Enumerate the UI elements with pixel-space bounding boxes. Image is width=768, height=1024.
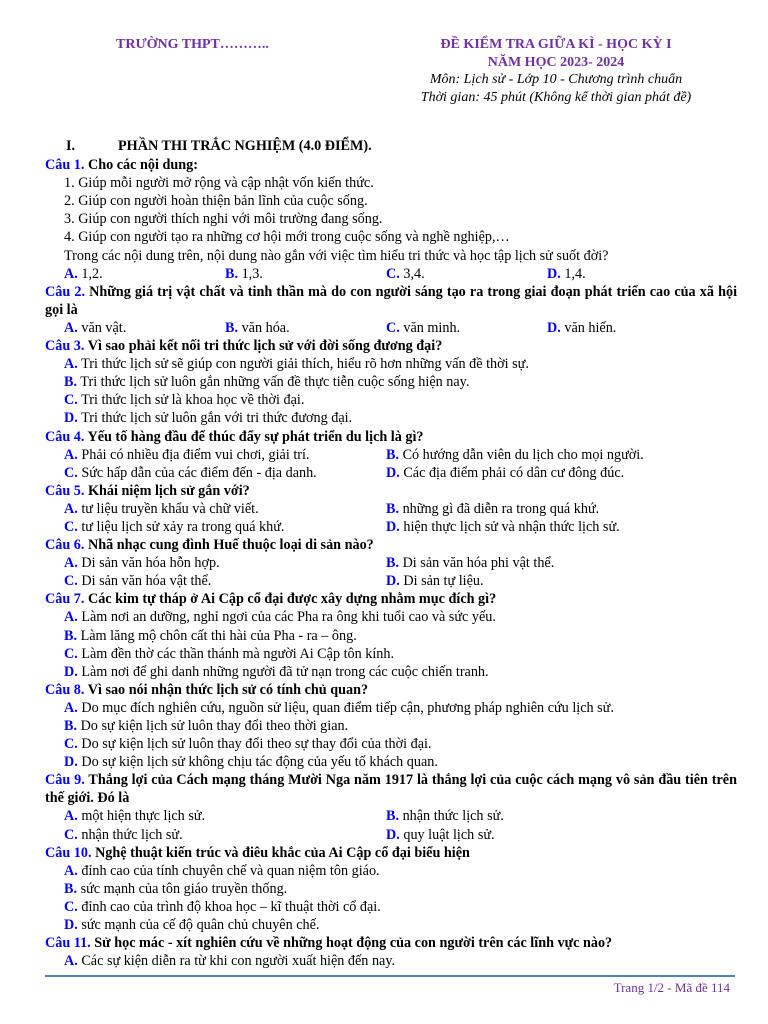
answer-option-a[interactable]: A. văn vật.: [64, 319, 127, 336]
content-item: Trong các nội dung trên, nội dung nào gắn với việc tìm hiểu tri thức và học tập lịch sử suốt đời?: [64, 247, 609, 264]
answer-row: [45, 500, 737, 518]
answer-row: [45, 554, 737, 572]
section-number: I.: [66, 138, 76, 154]
answer-row: [45, 319, 737, 337]
question-label: Câu 6.: [45, 537, 85, 554]
answer-option-a[interactable]: A. Phải có nhiều địa điểm vui chơi, giải trí.: [64, 446, 310, 463]
answer-option-d[interactable]: D. Do sự kiện lịch sử không chịu tác động của yếu tố khách quan.: [64, 754, 438, 771]
question-stem: [45, 156, 737, 174]
answer-option-a[interactable]: A. Làm nơi an dưỡng, nghỉ ngơi của các Pha ra ông khi tuổi cao và sức yếu.: [64, 609, 496, 626]
answer-option-b[interactable]: B. 1,3.: [225, 265, 263, 282]
question-1: [45, 156, 737, 283]
question-8: [45, 681, 737, 771]
question-text: Khái niệm lịch sử gắn với?: [84, 482, 250, 499]
answer-option-d[interactable]: D. Tri thức lịch sử luôn gắn với tri thức đương đại.: [64, 410, 353, 427]
answer-option-d[interactable]: D. Làm nơi để ghi danh những người đã tử nạn trong các cuộc chiến tranh.: [64, 663, 489, 680]
question-text: Nhã nhạc cung đình Huế thuộc loại di sản nào?: [84, 537, 374, 554]
answer-option-a[interactable]: A. Tri thức lịch sử sẽ giúp con người giải thích, hiểu rõ hơn những vấn đề thời sự.: [64, 356, 529, 373]
answer-option-d[interactable]: D. sức mạnh của cế độ quân chủ chuyên chế.: [64, 917, 320, 934]
question-text: Các kim tự tháp ở Ai Cập cổ đại được xây dựng nhằm mục đích gì?: [84, 591, 497, 608]
question-stem: [45, 536, 737, 554]
answer-option-a[interactable]: A. tư liệu truyền khẩu và chữ viết.: [64, 500, 259, 517]
answer-option-d[interactable]: D. 1,4.: [547, 265, 586, 282]
answer-option-c[interactable]: C. 3,4.: [386, 265, 425, 282]
question-6: [45, 536, 737, 590]
answer-option-b[interactable]: B. Có hướng dẫn viên du lịch cho mọi người.: [386, 446, 644, 463]
question-label: Câu 5.: [45, 482, 85, 499]
question-4: [45, 428, 737, 482]
answer-row: [45, 826, 737, 844]
page-footer: Trang 1/2 - Mã đề 114: [613, 980, 730, 995]
question-label: Câu 2.: [45, 283, 86, 300]
answer-option-b[interactable]: B. những gì đã diễn ra trong quá khứ.: [386, 500, 600, 517]
question-stem: [45, 590, 737, 608]
section-title: PHẦN THI TRẮC NGHIỆM (4.0 ĐIỂM).: [118, 138, 372, 154]
question-text: Thắng lợi của Cách mạng tháng Mười Nga năm 1917 là thắng lợi của cuộc cách mạng vô sản đầu tiên trên thế giới. Đó là: [45, 772, 737, 807]
question-stem: [45, 844, 737, 862]
answer-option-c[interactable]: C. đỉnh cao của trình độ khoa học – kĩ thuật thời cổ đại.: [64, 898, 381, 915]
answer-row: [45, 807, 737, 825]
question-stem: [45, 681, 737, 699]
content-item: 3. Giúp con người thích nghi với môi trường đang sống.: [64, 211, 383, 228]
answer-option-c[interactable]: C. Sức hấp dẫn của các điểm đến - địa danh.: [64, 464, 317, 481]
question-label: Câu 11.: [45, 935, 91, 952]
question-label: Câu 4.: [45, 428, 85, 445]
question-stem: [45, 771, 737, 807]
question-9: [45, 771, 737, 843]
question-text: Yếu tố hàng đầu để thúc đẩy sự phát triển du lịch là gì?: [84, 428, 424, 445]
question-2: [45, 283, 737, 337]
question-10: [45, 844, 737, 934]
question-label: Câu 9.: [45, 772, 85, 789]
content-item: 4. Giúp con người tạo ra những cơ hội mới trong cuộc sống và nghề nghiệp,…: [64, 229, 510, 246]
answer-option-b[interactable]: B. Tri thức lịch sử luôn gắn những vấn đề thực tiễn cuộc sống hiện nay.: [64, 374, 470, 391]
school-year: NĂM HỌC 2023- 2024: [487, 54, 625, 70]
subject-line: Môn: Lịch sử - Lớp 10 - Chương trình chuẩn: [429, 72, 683, 87]
answer-option-b[interactable]: B. Di sản văn hóa phi vật thể.: [386, 555, 555, 572]
answer-option-a[interactable]: A. đỉnh cao của tính chuyên chế và quan niệm tôn giáo.: [64, 862, 380, 879]
exam-content: [45, 137, 737, 970]
question-label: Câu 1.: [45, 157, 85, 174]
answer-option-b[interactable]: B. văn hóa.: [225, 319, 290, 336]
answer-option-c[interactable]: C. Tri thức lịch sử là khoa học về thời đại.: [64, 392, 305, 409]
question-stem: [45, 283, 737, 319]
answer-row: [45, 518, 737, 536]
exam-header: [360, 36, 752, 106]
question-stem: [45, 934, 737, 952]
question-stem: [45, 482, 737, 500]
school-name: TRƯỜNG THPT………..: [116, 37, 269, 52]
question-label: Câu 8.: [45, 681, 85, 698]
answer-option-b[interactable]: B. Làm lăng mộ chôn cất thi hài của Pha - ra – ông.: [64, 627, 357, 644]
answer-row: [45, 464, 737, 482]
question-label: Câu 7.: [45, 591, 85, 608]
answer-option-b[interactable]: B. nhận thức lịch sử.: [386, 808, 504, 825]
content-item: 1. Giúp mỗi người mở rộng và cập nhật vốn kiến thức.: [64, 175, 374, 192]
section-heading: [66, 137, 737, 155]
answer-option-d[interactable]: D. hiện thực lịch sử và nhận thức lịch sử.: [386, 518, 620, 535]
question-text: Vì sao phải kết nối tri thức lịch sử với đời sống đương đại?: [84, 338, 443, 355]
answer-option-c[interactable]: C. Làm đền thờ các thần thánh mà người Ai Cập tôn kính.: [64, 645, 395, 662]
answer-option-c[interactable]: C. nhận thức lịch sử.: [64, 826, 183, 843]
answer-row: [45, 572, 737, 590]
answer-option-a[interactable]: A. 1,2.: [64, 265, 103, 282]
question-text: Cho các nội dung:: [84, 157, 198, 174]
answer-row: [45, 265, 737, 283]
question-text: Vì sao nói nhận thức lịch sử có tính chủ quan?: [84, 681, 369, 698]
answer-option-c[interactable]: C. tư liệu lịch sử xảy ra trong quá khứ.: [64, 518, 285, 535]
answer-option-b[interactable]: B. sức mạnh của tôn giáo truyền thống.: [64, 880, 288, 897]
answer-option-a[interactable]: A. Di sản văn hóa hỗn hợp.: [64, 555, 220, 572]
answer-option-a[interactable]: A. Các sự kiện diễn ra từ khi con người xuất hiện đến nay.: [64, 953, 396, 970]
content-item: 2. Giúp con người hoàn thiện bản lĩnh của cuộc sống.: [64, 193, 368, 210]
answer-option-b[interactable]: B. Do sự kiện lịch sử luôn thay đổi theo thời gian.: [64, 718, 349, 734]
answer-option-a[interactable]: A. một hiện thực lịch sử.: [64, 808, 206, 825]
question-label: Câu 3.: [45, 338, 85, 355]
answer-option-c[interactable]: C. Do sự kiện lịch sử luôn thay đổi theo sự thay đổi của thời đại.: [64, 736, 432, 753]
question-5: [45, 482, 737, 536]
question-3: [45, 337, 737, 427]
question-stem: [45, 428, 737, 446]
question-stem: [45, 337, 737, 355]
question-text: Nghệ thuật kiến trúc và điêu khắc của Ai Cập cổ đại biểu hiện: [91, 844, 470, 861]
time-line: Thời gian: 45 phút (Không kể thời gian phát đề): [420, 89, 692, 105]
question-label: Câu 10.: [45, 844, 92, 861]
answer-row: [45, 446, 737, 464]
footer-divider: [45, 975, 735, 977]
exam-title: ĐỀ KIỂM TRA GIỮA KÌ - HỌC KỲ I: [440, 37, 672, 52]
question-7: [45, 590, 737, 680]
answer-option-c[interactable]: C. Di sản văn hóa vật thể.: [64, 573, 212, 590]
answer-option-d[interactable]: D. quy luật lịch sử.: [386, 826, 495, 843]
answer-option-d[interactable]: D. Các địa điểm phải có dân cư đông đúc.: [386, 464, 625, 481]
answer-option-a[interactable]: A. Do mục đích nghiên cứu, nguồn sử liệu, quan điểm tiếp cận, phương pháp nghiên cứu lịch sử.: [64, 699, 614, 716]
answer-option-d[interactable]: D. văn hiến.: [547, 319, 617, 336]
question-text: Những giá trị vật chất và tinh thần mà do con người sáng tạo ra trong giai đoạn phát triển cao của xã hội gọi là: [45, 283, 738, 318]
question-11: [45, 934, 737, 970]
question-text: Sử học mác - xít nghiên cứu về những hoạt động của con người trên các lĩnh vực nào?: [90, 935, 613, 952]
answer-option-d[interactable]: D. Di sản tự liệu.: [386, 573, 484, 590]
answer-option-c[interactable]: C. văn minh.: [386, 319, 461, 336]
